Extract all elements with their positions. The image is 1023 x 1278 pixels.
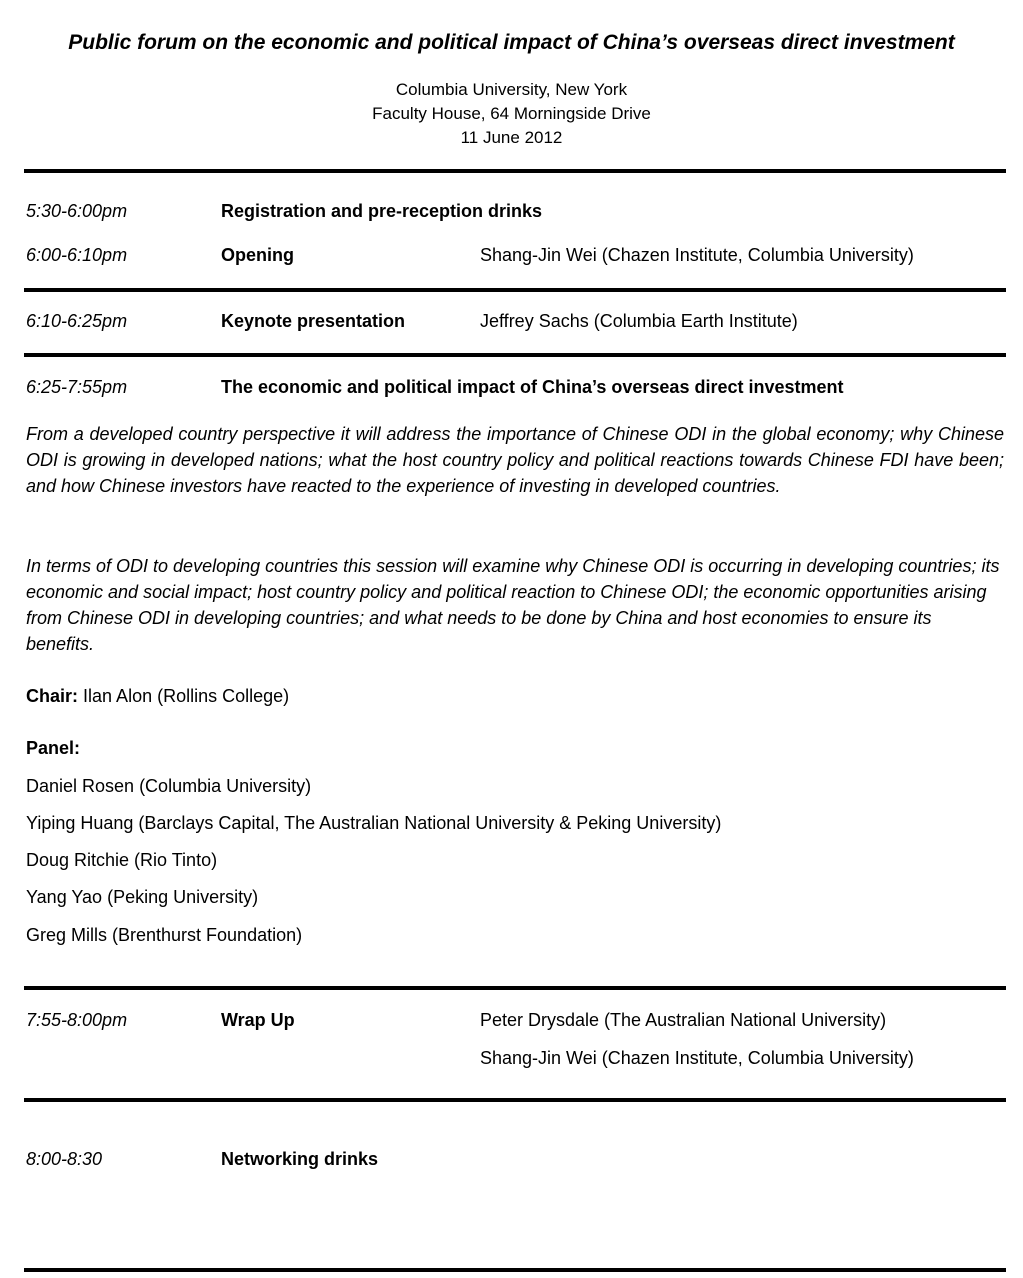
- wrapup-label: Wrap Up: [221, 1010, 295, 1030]
- panel-label: Panel:: [26, 738, 81, 758]
- panelist: Yang Yao (Peking University): [26, 887, 259, 907]
- wrapup-time: 7:55-8:00pm: [26, 1010, 128, 1030]
- divider-keynote: [24, 353, 1006, 357]
- event-date: 11 June 2012: [460, 128, 563, 147]
- keynote-label: Keynote presentation: [221, 311, 406, 331]
- wrapup-speaker-2: Shang-Jin Wei (Chazen Institute, Columbia University): [480, 1048, 914, 1068]
- session-time: 6:25-7:55pm: [26, 377, 128, 397]
- venue-line-2: Faculty House, 64 Morningside Drive: [372, 104, 651, 123]
- divider-top: [24, 169, 1006, 173]
- divider-wrapup: [24, 1098, 1006, 1102]
- chair-label: Chair:: [26, 686, 79, 706]
- wrapup-speaker-1: Peter Drysdale (The Australian National University): [480, 1010, 887, 1030]
- session-paragraph-developing: In terms of ODI to developing countries this session will examine why Chinese ODI is occurring in developing countries; its economic and social impact; host country policy and political reaction to Chinese ODI; the economic opportunities arising from Chinese ODI in developing countries; and what needs to be done by China and host economies to ensure its benefits.: [26, 556, 1000, 654]
- divider-bottom: [24, 1268, 1006, 1272]
- session-panel: [26, 738, 80, 759]
- panelist: Daniel Rosen (Columbia University): [26, 776, 312, 796]
- opening-label: Opening: [221, 245, 294, 265]
- session-paragraph-developed: From a developed country perspective it will address the importance of Chinese ODI in the global economy; why Chinese ODI is growing in developed nations; what the host country policy and political reactions towards Chinese FDI have been; and how Chinese investors have reacted to the experience of investing in developed countries.: [26, 424, 1004, 496]
- panelist: Yiping Huang (Barclays Capital, The Australian National University & Peking University): [26, 813, 722, 833]
- registration-label: Registration and pre-reception drinks: [221, 201, 543, 221]
- panelist: Doug Ritchie (Rio Tinto): [26, 850, 218, 870]
- keynote-time: 6:10-6:25pm: [26, 311, 128, 331]
- divider-opening: [24, 288, 1006, 292]
- networking-label: Networking drinks: [221, 1149, 379, 1169]
- panelist: Greg Mills (Brenthurst Foundation): [26, 925, 303, 945]
- chair-name: Ilan Alon (Rollins College): [83, 686, 290, 706]
- page-title: Public forum on the economic and political impact of China’s overseas direct investment: [68, 31, 955, 54]
- session-title: The economic and political impact of China’s overseas direct investment: [221, 377, 844, 397]
- keynote-speaker: Jeffrey Sachs (Columbia Earth Institute): [480, 311, 798, 331]
- registration-time: 5:30-6:00pm: [26, 201, 128, 221]
- divider-session: [24, 986, 1006, 990]
- opening-speaker: Shang-Jin Wei (Chazen Institute, Columbia University): [480, 245, 914, 265]
- opening-time: 6:00-6:10pm: [26, 245, 128, 265]
- networking-time: 8:00-8:30: [26, 1149, 103, 1169]
- venue-line-1: Columbia University, New York: [395, 80, 628, 99]
- session-chair: [26, 686, 289, 707]
